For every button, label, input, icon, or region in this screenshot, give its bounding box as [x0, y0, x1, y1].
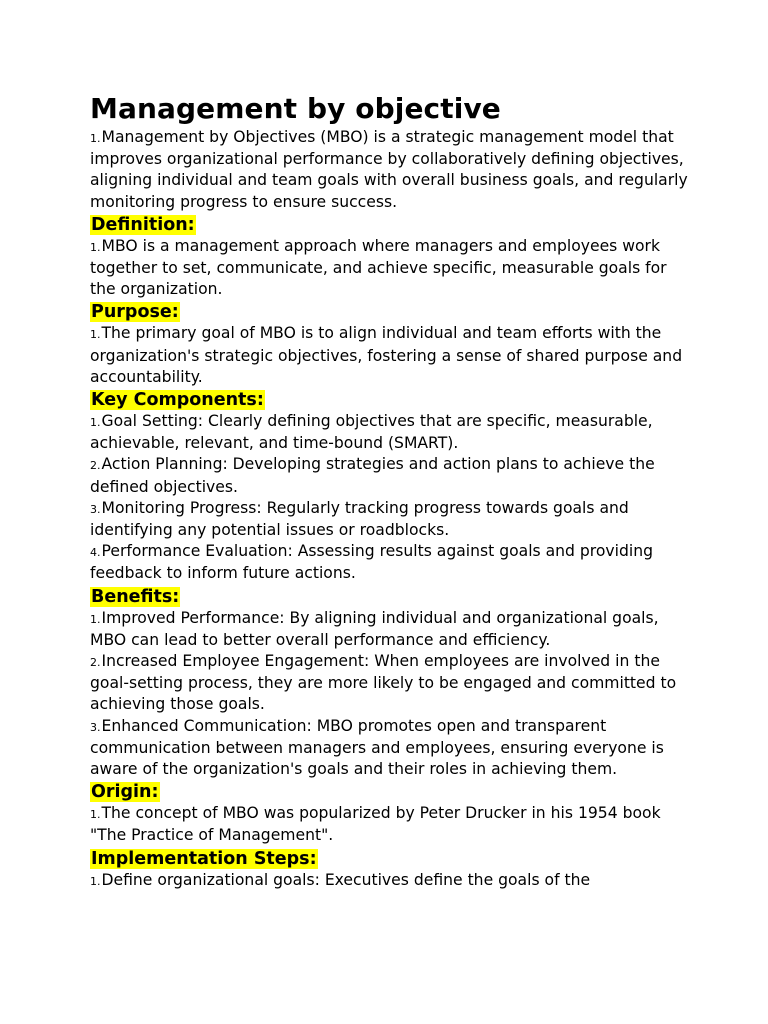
list-item	[90, 608, 690, 651]
document-body	[90, 127, 690, 892]
section-heading	[90, 586, 690, 608]
section-heading-text: Purpose:	[91, 302, 179, 323]
section-heading-text: Benefits:	[91, 586, 180, 607]
list-item-text: MBO is a management approach where managers and employees work together to set, communicate, and achieve specific, measurable goals for the organization.	[90, 236, 667, 299]
list-item	[90, 541, 690, 584]
list-number: 3.	[90, 720, 101, 734]
section-heading	[90, 781, 690, 803]
page-title: Management by objective	[90, 92, 501, 125]
document-page	[90, 92, 690, 892]
list-item	[90, 498, 690, 541]
list-number: 3.	[90, 502, 101, 516]
list-item	[90, 870, 690, 892]
list-number: 2.	[90, 656, 101, 670]
list-item	[90, 236, 690, 301]
list-number: 1.	[90, 240, 101, 254]
list-item-text: Monitoring Progress: Regularly tracking progress towards goals and identifying any potential issues or roadblocks.	[90, 498, 629, 540]
list-item	[90, 651, 690, 716]
list-item-text: Define organizational goals: Executives define the goals of the	[101, 870, 591, 889]
section-heading	[90, 301, 690, 323]
list-item	[90, 454, 690, 497]
section-heading-text: Origin:	[91, 782, 159, 803]
list-number: 1.	[90, 416, 101, 430]
list-number: 1.	[90, 874, 101, 888]
list-number: 2.	[90, 459, 101, 473]
list-number: 1.	[90, 328, 101, 342]
list-item-text: Increased Employee Engagement: When employees are involved in the goal-setting process, they are more likely to be engaged and committed to achieving those goals.	[90, 652, 677, 714]
list-item-text: Improved Performance: By aligning individual and organizational goals, MBO can lead to better overall performance and efficiency.	[90, 608, 659, 649]
section-heading	[90, 214, 690, 236]
section-heading-text: Definition:	[91, 214, 195, 235]
list-number: 1.	[90, 612, 101, 626]
list-item-text: Management by Objectives (MBO) is a strategic management model that improves organizational performance by collaboratively defining objectives, aligning individual and team goals with overall business goals, and regularly monitoring progress to ensure success.	[90, 128, 688, 211]
list-number: 1.	[90, 132, 101, 145]
section-heading-text: Key Components:	[91, 390, 264, 411]
list-number: 1.	[90, 808, 101, 822]
section-heading	[90, 848, 690, 870]
list-item	[90, 411, 690, 454]
list-item-text: Goal Setting: Clearly defining objectives that are specific, measurable, achievable, relevant, and time-bound (SMART).	[90, 412, 653, 453]
list-number: 4.	[90, 546, 101, 560]
list-item	[90, 716, 690, 781]
list-item-text: Performance Evaluation: Assessing results against goals and providing feedback to inform future actions.	[90, 542, 653, 583]
list-item-text: Enhanced Communication: MBO promotes open and transparent communication between managers and employees, ensuring everyone is aware of the organization's goals and their roles in achieving them.	[90, 716, 664, 779]
list-item-text: Action Planning: Developing strategies and action plans to achieve the defined objectives.	[90, 455, 655, 496]
list-item	[90, 127, 690, 213]
list-item	[90, 803, 690, 846]
list-item-text: The primary goal of MBO is to align individual and team efforts with the organization's strategic objectives, fostering a sense of shared purpose and accountability.	[90, 324, 683, 386]
section-heading	[90, 389, 690, 411]
list-item-text: The concept of MBO was popularized by Peter Drucker in his 1954 book "The Practice of Management".	[90, 804, 661, 845]
section-heading-text: Implementation Steps:	[91, 848, 317, 869]
list-item	[90, 323, 690, 388]
